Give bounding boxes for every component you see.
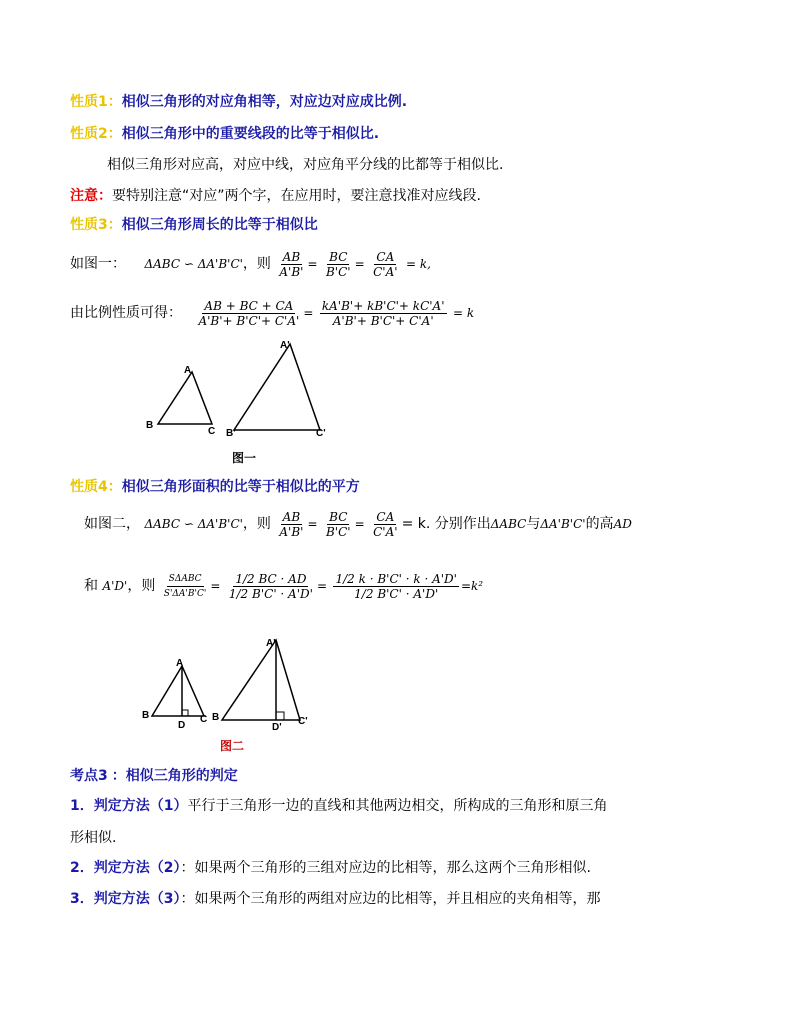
figure-2-statement: 如图二， ΔABC ∽ ΔA'B'C'，则 $\frac{AB}{A'B'}$ = $\frac{BC}{B'C'}$ = $\frac{CA}{C'A'}$ = k. 分别作出ΔABC与ΔA'B'C'的高AD	[84, 509, 632, 539]
area-k-den: B'C' · A'D'	[377, 586, 439, 601]
ratio-ab-den: A'B'	[279, 264, 304, 279]
method-3	[70, 889, 600, 909]
ratio2-mid: = k. 分别作出	[401, 516, 491, 532]
ratio-ab	[277, 250, 305, 279]
property-3-text: 相似三角形周长的比等于相似比	[121, 217, 318, 233]
fig1-large-b: B'	[226, 428, 236, 439]
figure-1-lead: 如图一：	[70, 256, 126, 272]
ratio-ca-den: C'A'	[373, 264, 398, 279]
similar-relation-2: ΔABC ∽ ΔA'B'C'	[144, 517, 243, 531]
half-num-1: 1/2	[235, 571, 255, 586]
figure-2	[140, 636, 330, 756]
ratio-bc	[324, 250, 353, 279]
proportion-lead: 由比例性质可得：	[70, 305, 182, 321]
method-1-continued: 形相似.	[70, 830, 117, 846]
altitude-ad: AD	[613, 517, 632, 531]
area-ratio-s	[162, 572, 209, 601]
figure-1-small-triangle	[158, 372, 212, 424]
fig2-small-a: A	[176, 658, 184, 669]
tri-abc: ΔABC	[490, 517, 527, 531]
fig2-large-c: C'	[298, 716, 308, 727]
method-3-label: 3．判定方法（3）	[70, 891, 181, 907]
fig1-large-a: A'	[280, 340, 290, 351]
figure-1	[140, 338, 340, 468]
property-1	[70, 92, 407, 112]
ratio-ca	[371, 250, 399, 279]
fig2-large-d: D'	[272, 722, 282, 733]
area-half-num: BC · AD	[258, 571, 307, 586]
figure-1-large-triangle	[234, 344, 320, 430]
fig2-small-d: D	[178, 720, 186, 731]
ratio2-ca	[371, 510, 399, 539]
method-1	[70, 796, 607, 816]
area-lead: 和	[84, 578, 98, 594]
ratio2-bc-den: B'C'	[325, 524, 351, 539]
property-1-label: 性质1：	[70, 94, 122, 110]
figure-2-small-triangle	[152, 666, 204, 716]
area-ratio-s-den: S'ΔA'B'C'	[163, 588, 207, 599]
property-4-label: 性质4：	[70, 479, 122, 495]
then-word-2: ，则	[242, 516, 271, 532]
figure-2-lead: 如图二，	[84, 516, 140, 532]
method-3-text: ：如果两个三角形的两组对应边的比相等，并且相应的夹角相等，那	[180, 891, 601, 907]
method-2-text: ：如果两个三角形的三组对应边的比相等，那么这两个三角形相似.	[180, 860, 591, 876]
property-4	[70, 477, 360, 497]
method-1-label: 1．判定方法（1）	[70, 798, 188, 814]
k-ratio	[320, 299, 447, 328]
kaodian-3-text: ：相似三角形的判定	[111, 768, 238, 784]
ratio-bc-den: B'C'	[325, 264, 351, 279]
ratio2-ab-num: AB	[282, 509, 301, 524]
altitude-a-prime-d-prime: A'D'	[102, 579, 128, 593]
area-statement: 和 A'D'，则 $\frac{\text{SΔABC}}{S'\Delta A'B'C'}$ = $\frac{1/2 BC \cdot AD}{1/2 B'C' \cdot A'D'}$ = $\frac{1/2 k \cdot B'C' \cdot k \cdot A'D'}{1/2 B'C' \cdot A'D'}$ =k²	[84, 571, 484, 601]
property-1-text: 相似三角形的对应角相等，对应边对应成比例.	[121, 94, 408, 110]
method-2	[70, 858, 591, 878]
kaodian-3-label: 考点3	[70, 768, 108, 784]
ratio2-ca-den: C'A'	[373, 524, 398, 539]
fig2-large-b: B	[212, 712, 220, 723]
property-3	[70, 215, 318, 235]
note-text: 要特别注意“对应”两个字，在应用时，要注意找准对应线段.	[112, 188, 481, 204]
property-2	[70, 124, 379, 144]
fig2-large-a: A'	[266, 638, 276, 649]
area-ratio-s-num: SΔABC	[167, 572, 204, 587]
perimeter-ratio-den: A'B'+ B'C'+ C'A'	[198, 313, 300, 328]
note-label: 注意：	[70, 188, 112, 204]
method-1-text: 平行于三角形一边的直线和其他两边相交，所构成的三角形和原三角	[187, 798, 608, 814]
ratio-ab-num: AB	[282, 249, 301, 264]
fig1-small-c: C	[208, 426, 216, 437]
property-4-text: 相似三角形面积的比等于相似比的平方	[121, 479, 360, 495]
ratio2-bc-num: BC	[329, 509, 348, 524]
half-den-2: 1/2	[354, 586, 374, 601]
proportion-statement: 由比例性质可得： $\frac{AB + BC + CA}{A'B'+ B'C'+ C'A'}$ = $\frac{kA'B'+ kB'C'+ kC'A'}{A'B'+ B'C'+ C'A'}$ = k	[70, 298, 475, 328]
fig1-small-a: A	[184, 365, 192, 376]
perimeter-ratio	[196, 299, 301, 328]
note	[70, 186, 481, 206]
property-2-label: 性质2：	[70, 126, 122, 142]
and-word: 与	[526, 516, 541, 532]
altitude-word: 的高	[585, 516, 614, 532]
fig1-large-c: C'	[316, 428, 326, 439]
k-ratio-den: A'B'+ B'C'+ C'A'	[332, 313, 434, 328]
area-k-num: k · B'C' · k · A'D'	[358, 571, 457, 586]
ratio-bc-num: BC	[329, 249, 348, 264]
property-3-label: 性质3：	[70, 217, 122, 233]
area-ratio-k	[333, 572, 459, 601]
figure-2-large-triangle	[222, 640, 300, 720]
method-2-label: 2．判定方法（2）	[70, 860, 181, 876]
area-tail: =k²	[460, 579, 484, 593]
tri-abc-prime: ΔA'B'C'	[540, 517, 586, 531]
half-den-1: 1/2	[228, 586, 249, 601]
perimeter-ratio-num: AB + BC + CA	[204, 298, 294, 313]
ratio2-ab-den: A'B'	[279, 524, 304, 539]
k-ratio-num: kA'B'+ kB'C'+ kC'A'	[321, 298, 445, 313]
kaodian-3	[70, 766, 238, 786]
area-half-den: B'C' · A'D'	[252, 586, 313, 601]
figure-2-caption: 图二	[220, 739, 245, 753]
figure-1-caption: 图一	[232, 451, 257, 465]
similar-relation: ΔABC ∽ ΔA'B'C'	[144, 257, 243, 271]
fig2-small-c: C	[200, 714, 208, 725]
ratio-ca-num: CA	[376, 249, 395, 264]
figure-1-statement: 如图一： ΔABC ∽ ΔA'B'C'，则 $\frac{AB}{A'B'}$ = $\frac{BC}{B'C'}$ = $\frac{CA}{C'A'}$ = k,	[70, 249, 431, 279]
property-2-text: 相似三角形中的重要线段的比等于相似比.	[121, 126, 380, 142]
fig1-small-b: B	[146, 420, 154, 431]
proportion-tail: = k	[452, 306, 475, 320]
property-2-detail: 相似三角形对应高，对应中线，对应角平分线的比都等于相似比.	[107, 157, 504, 173]
area-then: ，则	[127, 578, 156, 594]
ratio2-ca-num: CA	[376, 509, 395, 524]
area-ratio-half	[227, 572, 315, 601]
half-num-2: 1/2	[335, 571, 355, 586]
fig2-small-b: B	[142, 710, 150, 721]
then-word: ，则	[242, 256, 271, 272]
ratio-tail: = k,	[406, 257, 431, 271]
ratio2-bc	[324, 510, 353, 539]
ratio2-ab	[277, 510, 305, 539]
